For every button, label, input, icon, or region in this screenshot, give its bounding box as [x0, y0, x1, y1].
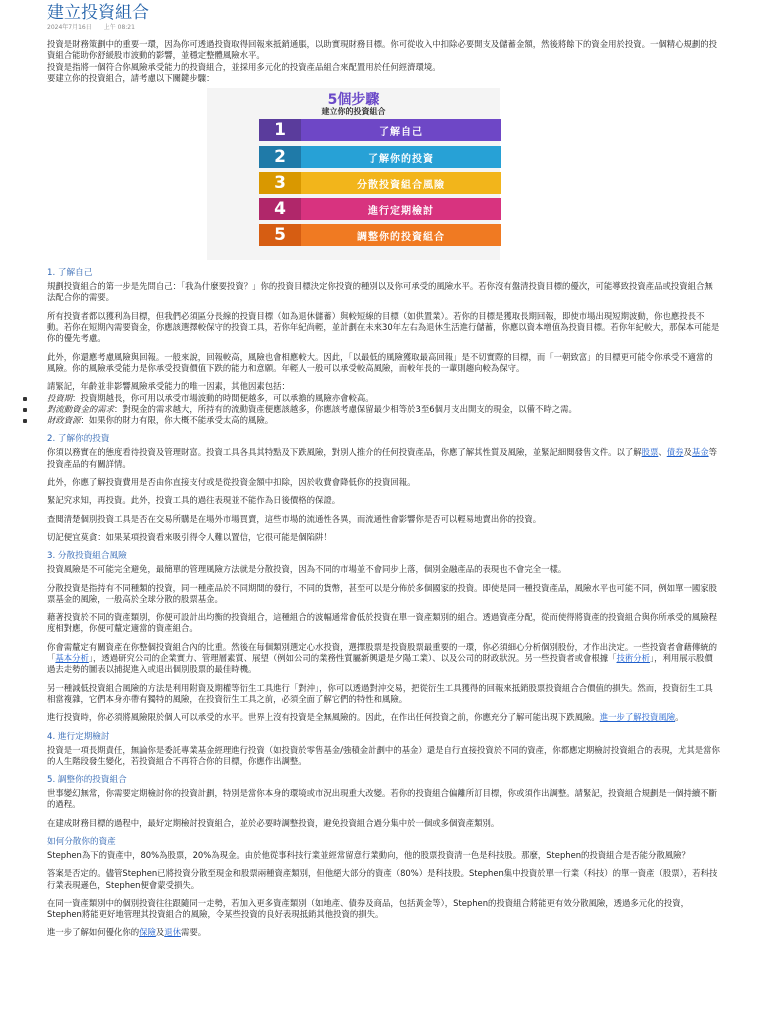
section-heading-3: 3. 分散投資組合風險 — [47, 551, 127, 562]
publish-date: 2024年7月16日 上午 08:21 — [47, 24, 135, 31]
bullet-term: 投資期 — [47, 392, 73, 403]
text: 及 — [683, 447, 692, 458]
text: 。 — [675, 712, 684, 723]
stocks-link[interactable]: 股票 — [641, 447, 659, 458]
paragraph: Stephen為下的資產中，80%為股票，20%為現金。由於他從事科技行業並經常留意行業動向，他的股票投資清一色是科技股。那麼，Stephen的投資組合是否能分散風險？ — [47, 849, 690, 860]
paragraph: 分散投資是指持有不同種類的投資，同一種產品於不同期間的發行，不同的貨幣，甚至可以是分佈於多個國家的投資。即使是同一種投資產品，風險水平也可能不同，例如單一國家股票基金的風險，一般高於全球分散的股票基金。 — [47, 582, 717, 604]
bullet-icon — [23, 419, 27, 423]
paragraph: 答案是否定的。儘管Stephen已將投資分散至現金和股票兩種資產類別，但他絕大部分的資產（80%）是科技股。Stephen集中投資於單一行業（科技）的單一資產（股票），若科技行業表現遜色，Stephen便會蒙受損失。 — [47, 868, 718, 890]
text: 需要。 — [181, 927, 207, 938]
text: 你須以務實在的態度看待投資及管理財富。投資工具各具其特點及下跌風險，對別人推介的任何投資產品，你應了解其性質及風險，並緊記細閱發售文件。以了解 — [47, 447, 642, 458]
step-number: 2 — [259, 146, 301, 168]
text: 」，利用展示股價過去走勢的圖表以捕捉進入或退出個別股票的最佳時機。 — [47, 653, 713, 675]
bullet-text: ：對現金的需求越大，所持有的流動資產便應該越多，你應該考慮保留最少相等於3至6個月支出開支的現金，以備不時之需。 — [114, 403, 577, 414]
intro-paragraph: 要建立你的投資組合，請考慮以下關鍵步驟： — [47, 72, 215, 83]
section-heading-5: 5. 調整你的投資組合 — [47, 775, 127, 786]
paragraph: 在同一資產類別中的個別投資往往跟隨同一走勢，若加入更多資產類別（如地產、債券及商品，包括黃金等），Stephen的投資組合將能更有效分散風險，透過多元化的投資，Stephen將能更好地管理其投資組合的風險，令某些投資的良好表現抵銷其他投資的損失。 — [47, 897, 690, 920]
paragraph: 另一種減低投資組合風險的方法是利用附資及期權等衍生工具進行「對沖」，你可以透過對沖交易，把從衍生工具獲得的回報來抵銷股票投資組合合價值的損失。然而，投資衍生工具相當複雜，它們本身亦帶有獨特的風險，在投資衍生工具之前，必須全面了解它們的特性和風險。 — [47, 682, 713, 704]
paragraph: 在建成財務目標的過程中，最好定期檢討投資組合，並於必要時調整投資，避免投資組合過分集中於一個或多個資產類別。 — [47, 817, 500, 828]
article-body — [0, 39, 768, 939]
funds-link[interactable]: 基金 — [691, 447, 709, 458]
retirement-link[interactable]: 退休 — [164, 927, 181, 938]
bullet-term: 財政資源 — [47, 415, 81, 426]
section-heading-example: 如何分散你的資產 — [47, 836, 116, 847]
paragraph: 投資風險是不可能完全避免，最簡單的管理風險方法就是分散投資，因為不同的市場並不會同步上落，個別金融產品的表現也不會完全一樣。 — [47, 564, 567, 575]
paragraph: 投資是一項長期責任，無論你是委託專業基金經理進行投資（如投資於零售基金/強積金計劃中的基金）還是自行直接投資於不同的資產，你都應定期檢討投資組合的表現，尤其是當你的人生階段發生變化，若投資組合不再符合你的目標，你應作出調整。 — [47, 744, 720, 766]
step-1 — [259, 119, 501, 141]
paragraph — [47, 642, 721, 676]
bonds-link[interactable]: 債券 — [666, 447, 684, 458]
step-2 — [259, 146, 501, 168]
bullet-icon — [23, 397, 27, 401]
paragraph: 規劃投資組合的第一步是先問自己：「我為什麼要投資？」你的投資目標決定你投資的種別以及你可承受的風險水平。若你沒有盤清投資目標的優次，可能導致投資產品或投資組合無法配合你的需要。 — [47, 281, 713, 303]
paragraph — [47, 927, 721, 938]
paragraph: 緊記究求知，再投資。此外，投資工具的過往表現並不能作為日後價格的保證。 — [47, 495, 341, 506]
paragraph — [47, 712, 721, 723]
text: 等投資產品的有關詳情。 — [47, 447, 717, 469]
text: 進一步了解如何優化你的 — [47, 927, 140, 938]
page-title: 建立投資組合 — [47, 3, 149, 23]
section-heading-4: 4. 進行定期檢討 — [47, 731, 110, 742]
bullet-term: 對流動資金的需求 — [47, 403, 114, 414]
step-5 — [259, 224, 501, 246]
step-3 — [259, 172, 501, 194]
section-heading-2: 2. 了解你的投資 — [47, 434, 110, 445]
paragraph: 藉著投資於不同的資產類別，你便可設計出均衡的投資組合，這種組合的波幅通常會低於投資在單一資產類別的組合。透過資產分配，從而使得將資產的投資組合與你所承受的風險程度相對應，你便可釐定適當的資產組合。 — [47, 612, 717, 634]
bullet-text: ：如果你的財力有限，你大概不能承受太高的風險。 — [80, 415, 274, 426]
fundamental-analysis-link[interactable]: 基本分析 — [55, 653, 89, 664]
paragraph: 查閱清楚個別投資工具是否在交易所購是在場外市場買賣，這些市場的流通性各異，而流通性會影響你是否可以輕易地賣出你的投資。 — [47, 513, 542, 524]
step-label: 調整你的投資組合 — [301, 224, 501, 246]
list-item — [47, 393, 721, 404]
paragraph: 請緊記，年齡並非影響風險承受能力的唯一因素，其他因素包括： — [47, 381, 290, 392]
step-label: 分散投資組合風險 — [301, 172, 501, 194]
article-header — [0, 0, 768, 32]
section-heading-1: 1. 了解自己 — [47, 268, 93, 279]
step-number: 5 — [259, 224, 301, 246]
step-label: 了解你的投資 — [301, 146, 501, 168]
intro-paragraph: 投資是財務策劃中的重要一環，因為你可透過投資取得回報來抵銷通脹，以助實現財務目標。你可從收入中扣除必要開支及儲蓄金額，然後將餘下的資金用於投資。一個精心規劃的投資組合能助你舒緩股市波動的影響，並穩定整體風險水平。 — [47, 39, 717, 61]
technical-analysis-link[interactable]: 技術分析 — [616, 653, 650, 664]
step-number: 4 — [259, 198, 301, 220]
paragraph: 切記便宜莫貪：如果某項投資看來吸引得令人難以置信，它很可能是個陷阱！ — [47, 531, 332, 542]
five-steps-infographic — [207, 88, 500, 260]
bullet-icon — [23, 408, 27, 412]
text: 」，透過研究公司的企業實力、管理層素質、展望（例如公司的業務性質屬新興還是夕陽工業）、以及公司的財政狀況。另一些投資者或會根據「 — [88, 653, 617, 664]
paragraph: 所有投資者都以獲利為目標，但我們必須區分長線的投資目標（如為退休儲蓄）與較短線的目標（如供置業）。若你的目標是獲取長期回報，即使市場出現短期波動，你也應投長不動。若你在短期內需要資金，你應該選擇較保守的投資工具，若你年紀尚輕，並計劃在未來30年左右為退休生活進行儲蓄，你應以資本增值為投資目標。若你年紀較大，那保本可能是你的優先考慮。 — [47, 310, 720, 344]
infographic-title: 5個步驟 — [327, 92, 380, 109]
paragraph: 此外，你應了解投資費用是否由你直接支付或是從投資金額中扣除，因於收費會降低你的投資回報。 — [47, 477, 416, 488]
intro-paragraph: 投資是指將一個符合你風險承受能力的投資組合，並採用多元化的投資產品組合來配置用於任何經濟環境。 — [47, 61, 441, 72]
paragraph — [47, 447, 721, 470]
step-number: 1 — [259, 119, 301, 141]
paragraph: 世事變幻無常，你需要定期檢討你的投資計劃，特別是當你本身的環境或市況出現重大改變。若你的投資組合偏離所訂目標，你或須作出調整。請緊記，投資組合規劃是一個持續不斷的過程。 — [47, 788, 717, 810]
paragraph: 此外，你還應考慮風險與回報。一般來說，回報較高，風險也會相應較大。因此，「以最低的風險獲取最高回報」是不切實際的目標，而「一朝致富」的目標更可能令你承受不適當的風險。你的風險承受能力是你承受投資價值下跌的能力和意願。年輕人一般可以承受較高風險，而較年長的一輩則趨向較為保守。 — [47, 351, 713, 373]
step-number: 3 — [259, 172, 301, 194]
insurance-link[interactable]: 保險 — [139, 927, 156, 938]
text: 你會需釐定有關資產在你整個投資組合內的比重。然後在每個類別選定心水投資，選擇股票是投資股票最重要的一環，你必須細心分析個別股份，才作出決定。一些投資者會藉傳統的「 — [47, 641, 717, 664]
infographic-subtitle: 建立你的投資組合 — [321, 107, 386, 117]
list-item — [47, 404, 721, 415]
bullet-text: ：投資期越長，你可用以承受市場波動的時間便越多，可以承擔的風險亦會較高。 — [72, 392, 374, 403]
step-label: 了解自己 — [301, 119, 501, 141]
step-label: 進行定期檢討 — [301, 198, 501, 220]
text: 進行投資時，你必須將風險限於個人可以承受的水平。世界上沒有投資是全無風險的。因此，在作出任何投資之前，你應充分了解可能出現下跌風險。 — [47, 712, 600, 723]
text: 、 — [658, 447, 667, 458]
factor-list — [47, 393, 721, 427]
step-4 — [259, 198, 501, 220]
list-item — [47, 415, 721, 426]
investment-risk-link[interactable]: 進一步了解投資風險 — [599, 712, 676, 723]
text: 及 — [155, 927, 165, 938]
